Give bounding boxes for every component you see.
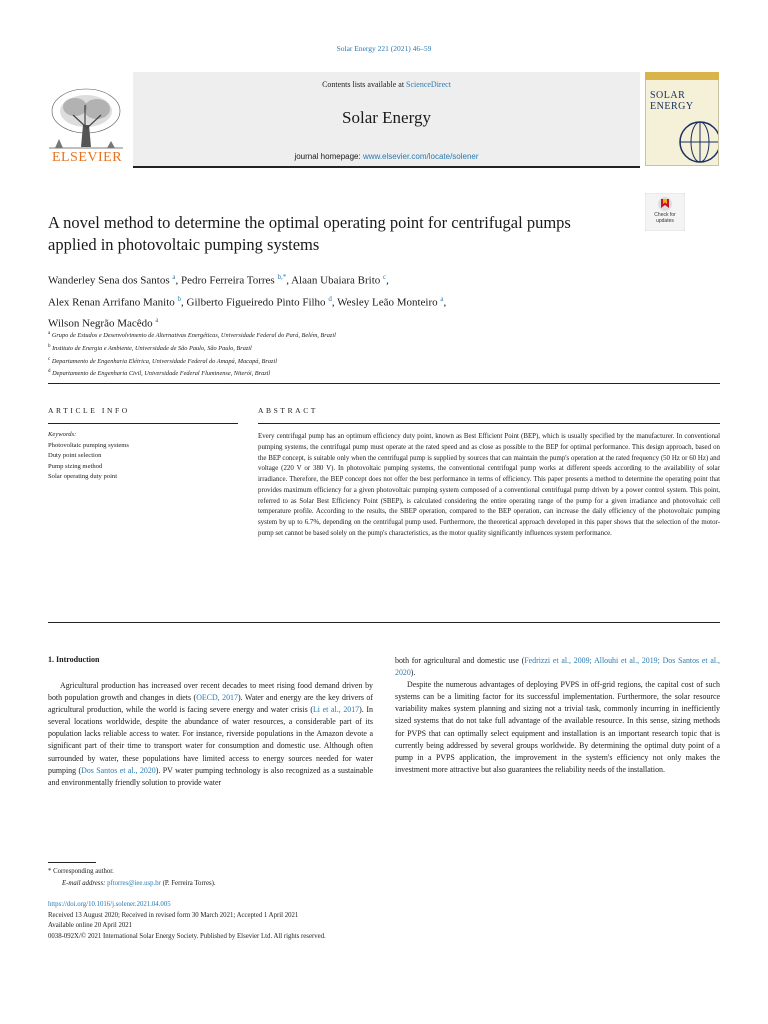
author-name: Wanderley Sena dos Santos: [48, 274, 170, 287]
affiliation-list: [48, 329, 648, 380]
reference-link[interactable]: Fedrizzi et al., 2009; Allouhi et al., 2019; Dos Santos et al., 2020: [395, 656, 720, 678]
author-affil-link[interactable]: a: [440, 294, 444, 303]
email-line: [48, 878, 448, 890]
reference-link[interactable]: Li et al., 2017: [312, 705, 360, 715]
author-affil-link[interactable]: d: [328, 294, 332, 303]
section-heading-introduction: 1. Introduction: [48, 655, 100, 664]
keywords-block: [48, 430, 238, 483]
intro-text: Agricultural production has increased over recent decades to meet rising food demand driven by both population growth and changes in diets (: [48, 681, 373, 703]
copyright: 0038-092X/© 2021 International Solar Energy Society. Published by Elsevier Ltd. All rights reserved.: [48, 932, 326, 940]
email-label: E-mail address:: [62, 879, 108, 887]
author-affil-link[interactable]: c: [383, 273, 387, 281]
author-name: Alaan Ubaiara Brito: [291, 274, 381, 287]
author-list: [48, 268, 648, 333]
author-affil-link[interactable]: a: [155, 316, 159, 325]
intro-paragraph-1-cont: [395, 655, 720, 679]
article-title: A novel method to determine the optimal operating point for centrifugal pumps applied in photovoltaic pumping systems: [48, 213, 571, 254]
divider: [48, 622, 720, 623]
abstract-heading: ABSTRACT: [258, 406, 318, 415]
intro-text: Despite the numerous advantages of deploying PVPS in off-grid regions, the capital cost of such systems can be a limiting factor for its successful implementation. Furthermore, the solar resource variability makes system planning and sizing not a trivial task, commonly incurring in inefficiently sized systems that do not take full advantage of the available resource. In this sense, sizing methods for PVPS that can optimally select equipment and installation is an important research topic that is currently being addressed by several groups worldwide. By determining the optimal duty point of a pump in a PVPS application, the improvement in the system's efficiency not only makes the investment more attractive but also guarantees the reliability needs of the installation.: [395, 680, 720, 774]
article-info-divider: [48, 423, 238, 424]
received-dates: Received 13 August 2020; Received in revised form 30 March 2021; Accepted 1 April 2021: [48, 911, 299, 919]
keyword: Duty point selection: [48, 452, 102, 460]
journal-citation: Solar Energy 221 (2021) 46–59: [336, 44, 432, 53]
intro-text: ).: [410, 668, 416, 678]
contents-line: [133, 80, 640, 89]
email-link[interactable]: pftorres@iee.usp.br: [107, 879, 161, 887]
corresponding-author-note: * Corresponding author.: [48, 868, 114, 875]
affiliation: [48, 367, 648, 380]
abstract-divider: [258, 423, 720, 424]
keywords-label: Keywords:: [48, 431, 77, 438]
author-name: Alex Renan Arrifano Manito: [48, 296, 175, 309]
affiliation-marker: c: [48, 356, 51, 362]
sciencedirect-link[interactable]: ScienceDirect: [406, 80, 451, 89]
intro-right-column: [395, 655, 720, 776]
check-for-updates-label: Check for updates: [654, 212, 676, 224]
journal-name: Solar Energy: [342, 108, 431, 127]
email-suffix: (P. Ferreira Torres).: [160, 879, 216, 887]
doi-link[interactable]: https://doi.org/10.1016/j.solener.2021.04.005: [48, 901, 171, 908]
affiliation-marker: b: [48, 343, 51, 349]
homepage-prefix: journal homepage:: [294, 152, 363, 161]
cover-title-line2: ENERGY: [650, 101, 694, 112]
author-affil-link[interactable]: a: [172, 273, 176, 281]
contents-prefix: Contents lists available at: [322, 80, 407, 89]
affiliation-text: Instituto de Energia e Ambiente, Universidade de São Paulo, São Paulo, Brazil: [52, 344, 252, 352]
affiliation-marker: a: [48, 331, 51, 336]
intro-text: ). PV water pumping technology is also recognized as a sustainable and environmentally friendly solution to provide water: [48, 765, 373, 787]
author-affil-link[interactable]: b: [177, 294, 182, 303]
cover-globe-icon: [668, 112, 718, 166]
keyword: Photovoltaic pumping systems: [48, 441, 129, 449]
abstract-text: Every centrifugal pump has an optimum efficiency duty point, known as Best Efficient Point (BEP), which is usually specified by the manufacturer. In conventional pumping systems, the centrifugal pump must operate at the rated speed and as close as possible to the BEP for optimal performance. This design approach, based on the BEP concept, is suitable only when the centrifugal pump is supplied by sources that can maintain the pump's operation at the rated frequency (50 Hz or 60 Hz) and voltage (220 V or 380 V). In photovoltaic pumping systems, the conventional centrifugal pump works at different speeds according to the availability of solar irradiance. Therefore, the BEP concept does not offer the best performance in terms of efficiency. This paper presents a method to determine the operating point that provides maximum efficiency for a given photovoltaic pumping system composed of a conventional centrifugal pump driven by a power control system. This point, referred to as Solar Best Efficiency Point (SBEP), is calculated considering the entire operating range of the pump for a given irradiance and photovoltaic cell temperature profile. According to the results, the SBEP operation, compared to the BEP operation, can increase the daily efficiency of the photovoltaic pumping system by up to 6.7%, depending on the centrifugal pump used. Furthermore, the theoretical approach developed in this paper shows that the selection of the motor-pump set cannot be based solely on the pump's characteristics, as the motor quality significantly influences system performance.: [258, 433, 720, 537]
author-line-2: Alex Renan Arrifano Manito $^b$, Gilberto Figueiredo Pinto Filho $^d$, Wesley Leão Monteiro $^a$,: [48, 294, 447, 309]
affiliation-text: Departamento de Engenharia Civil, Universidade Federal Fluminense, Niterói, Brazil: [52, 370, 271, 378]
journal-homepage-link[interactable]: www.elsevier.com/locate/solener: [362, 152, 479, 161]
cover-title: [650, 90, 714, 112]
author-line-1: Wanderley Sena dos Santos $^a$, Pedro Ferreira Torres $^{b,*}$, Alaan Ubaiara Brito $^c$,: [48, 273, 389, 287]
intro-paragraph-2: [395, 679, 720, 776]
footnote: [48, 866, 448, 889]
affiliation: [48, 342, 648, 355]
reference-link[interactable]: OECD, 2017: [196, 693, 238, 703]
author-name: Pedro Ferreira Torres: [180, 274, 275, 287]
affiliation-text: Departamento de Engenharia Elétrica, Universidade Federal do Amapá, Macapá, Brazil: [51, 357, 277, 365]
available-online: Available online 20 April 2021: [48, 922, 133, 929]
reference-link[interactable]: Dos Santos et al., 2020: [81, 765, 156, 775]
affiliation-marker: d: [48, 369, 51, 375]
publication-info: [48, 900, 648, 942]
author-name: Gilberto Figueiredo Pinto Filho: [186, 296, 326, 309]
affiliation: [48, 329, 648, 342]
homepage-line: [133, 152, 640, 161]
affiliation: [48, 355, 648, 368]
cover-top-strip: [645, 72, 719, 80]
footnote-divider: [48, 862, 96, 863]
affiliation-text: Grupo de Estudos e Desenvolvimento de Alternativas Energéticas, Universidade Federal do Pará, Belém, Brazil: [51, 332, 336, 340]
intro-paragraph-1: [48, 680, 373, 789]
author-name: Wesley Leão Monteiro: [337, 296, 438, 309]
article-info-heading: ARTICLE INFO: [48, 406, 130, 415]
elsevier-wordmark: ELSEVIER: [51, 150, 123, 165]
cover-title-line1: SOLAR: [650, 90, 686, 101]
intro-text: ). Water and energy are the key drivers of agricultural production, while the world is facing severe energy and water crisis (: [48, 693, 373, 715]
author-affil-link[interactable]: b,*: [277, 273, 287, 281]
keyword: Pump sizing method: [48, 462, 103, 470]
intro-text: both for agricultural and domestic use (: [395, 656, 525, 665]
keyword: Solar operating duty point: [48, 473, 118, 481]
intro-text: ). In several locations worldwide, despite the abundance of water resources, a considerable part of its population lacks reliable access to water. For instance, riverside populations in the Amazon devote a significant part of their time to transport water for consumption and domestic use. Although often surrounded by water, these populations have limited access to energy sources needed for water pumping (: [48, 705, 373, 775]
divider: [48, 383, 720, 384]
author-name: Wilson Negrão Macêdo: [48, 317, 153, 330]
